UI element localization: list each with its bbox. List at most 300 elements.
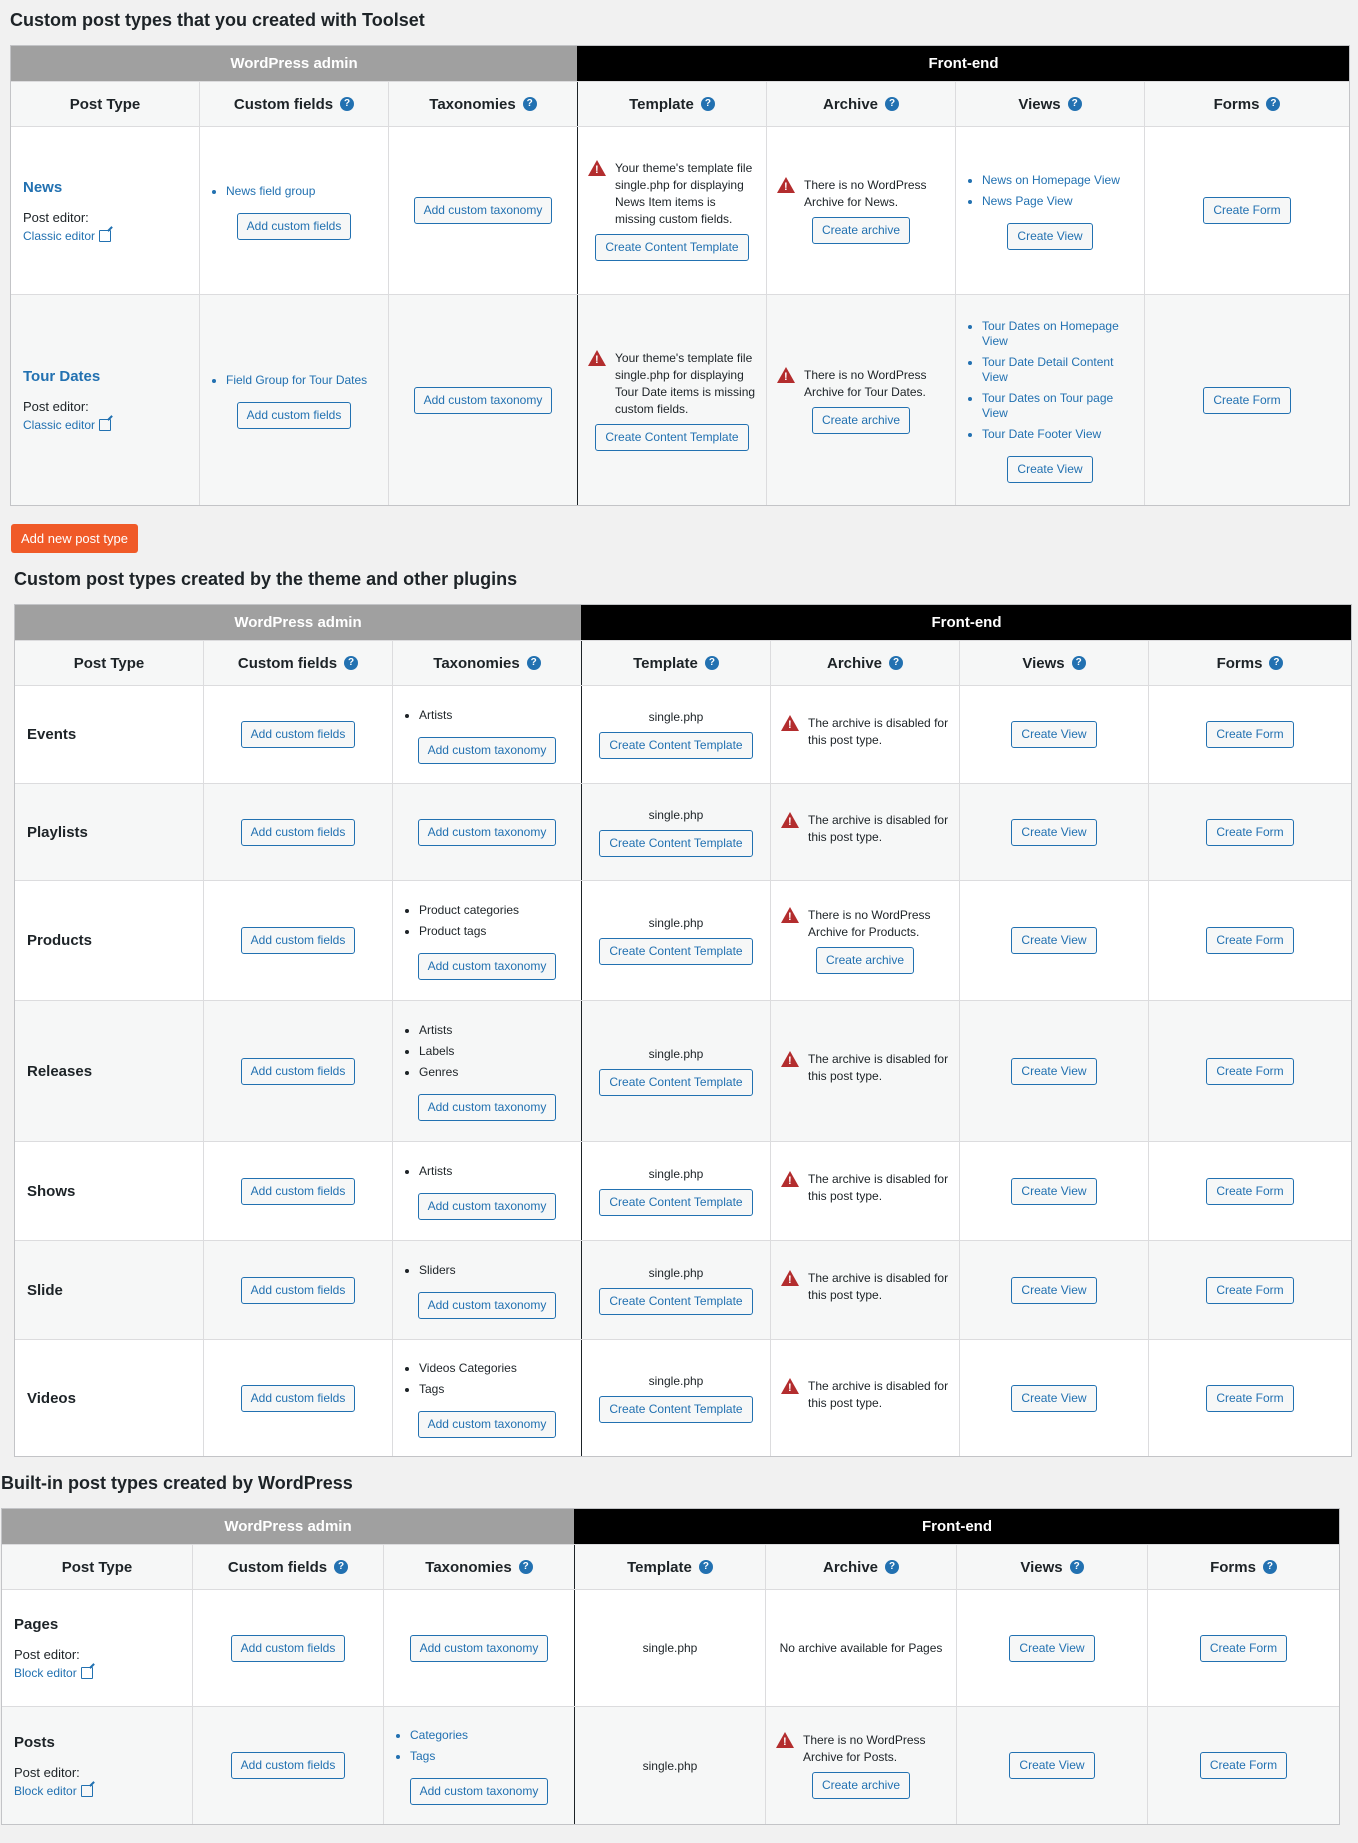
views-cell <box>957 1707 1148 1824</box>
add-custom-fields-button[interactable]: Add custom fields <box>241 1277 356 1304</box>
create-view-button[interactable]: Create View <box>1007 223 1092 250</box>
table-row <box>15 1141 1351 1240</box>
create-form-button[interactable]: Create Form <box>1206 1058 1293 1085</box>
taxonomy-list <box>394 1726 564 1770</box>
add-custom-taxonomy-button[interactable]: Add custom taxonomy <box>418 1094 557 1121</box>
field-group-link[interactable]: • News field group <box>226 184 378 199</box>
create-content-template-button[interactable]: Create Content Template <box>599 1189 752 1216</box>
help-icon[interactable]: ? <box>340 97 354 111</box>
col-forms-label: Forms <box>1213 95 1260 113</box>
warning-icon <box>781 1270 799 1286</box>
create-form-button[interactable]: Create Form <box>1206 721 1293 748</box>
column-header-row <box>15 640 1351 685</box>
taxonomy-item: • Product tags <box>419 924 571 939</box>
add-custom-fields-button[interactable]: Add custom fields <box>241 1178 356 1205</box>
archive-warning <box>781 1270 949 1304</box>
col-template-label: Template <box>627 1558 692 1576</box>
col-forms <box>1149 641 1351 685</box>
help-icon[interactable]: ? <box>1072 656 1086 670</box>
col-post-type-label: Post Type <box>61 1558 133 1576</box>
custom-fields-cell <box>204 686 393 783</box>
create-view-button[interactable]: Create View <box>1007 456 1092 483</box>
editor-link[interactable] <box>14 1666 93 1680</box>
col-taxonomies-label: Taxonomies <box>425 1558 512 1576</box>
help-icon[interactable]: ? <box>885 1560 899 1574</box>
archive-warning-text: The archive is disabled for this post type. <box>808 1172 949 1203</box>
template-cell <box>582 1340 771 1456</box>
taxonomies-cell <box>393 686 582 783</box>
views-cell <box>960 1142 1149 1240</box>
help-icon[interactable]: ? <box>885 97 899 111</box>
warning-icon <box>781 1171 799 1187</box>
template-cell <box>578 295 767 505</box>
builtin-table <box>1 1508 1340 1825</box>
table-row <box>15 685 1351 783</box>
forms-cell <box>1149 881 1351 1000</box>
help-icon[interactable]: ? <box>699 1560 713 1574</box>
table-row <box>11 126 1349 294</box>
add-custom-fields-button[interactable]: Add custom fields <box>237 213 352 240</box>
archive-warning <box>781 812 949 846</box>
col-archive-label: Archive <box>822 1558 879 1576</box>
add-custom-fields-button[interactable]: Add custom fields <box>231 1635 346 1662</box>
warning-icon <box>781 1051 799 1067</box>
create-view-button[interactable]: Create View <box>1011 721 1096 748</box>
post-type-cell <box>15 784 204 880</box>
help-icon[interactable]: ? <box>1068 97 1082 111</box>
add-custom-fields-button[interactable]: Add custom fields <box>231 1752 346 1779</box>
col-post-type-label: Post Type <box>73 654 145 672</box>
taxonomies-cell <box>393 1001 582 1141</box>
views-cell <box>960 881 1149 1000</box>
help-icon[interactable]: ? <box>1266 97 1280 111</box>
group-header-row <box>15 605 1351 640</box>
col-custom-fields <box>193 1545 384 1589</box>
col-views <box>957 1545 1148 1589</box>
create-view-button[interactable]: Create View <box>1011 819 1096 846</box>
forms-cell <box>1149 1241 1351 1339</box>
taxonomies-cell <box>384 1707 575 1824</box>
taxonomy-item: • Artists <box>419 1023 571 1038</box>
col-archive <box>766 1545 957 1589</box>
add-custom-fields-button[interactable]: Add custom fields <box>241 1058 356 1085</box>
wp-admin-group-header: WordPress admin <box>11 46 578 81</box>
col-post-type <box>2 1545 193 1589</box>
archive-warning-text: The archive is disabled for this post type. <box>808 813 949 844</box>
col-forms-label: Forms <box>1210 1558 1256 1576</box>
create-archive-button[interactable]: Create archive <box>812 407 910 434</box>
wp-admin-group-header: WordPress admin <box>15 605 582 640</box>
forms-cell <box>1145 295 1349 505</box>
col-archive <box>771 641 960 685</box>
post-type-name: Videos <box>27 1389 76 1407</box>
post-type-name: Events <box>27 726 77 743</box>
table-row <box>2 1589 1339 1706</box>
custom-fields-cell <box>193 1707 384 1824</box>
col-custom-fields <box>200 82 389 126</box>
post-type-cell <box>15 686 204 783</box>
col-forms <box>1148 1545 1339 1589</box>
add-custom-taxonomy-button[interactable]: Add custom taxonomy <box>418 1292 557 1319</box>
archive-warning-text: The archive is disabled for this post type. <box>808 715 949 747</box>
taxonomies-cell <box>384 1590 575 1706</box>
template-cell <box>582 784 771 880</box>
create-form-button[interactable]: Create Form <box>1200 1635 1287 1662</box>
custom-fields-cell <box>204 784 393 880</box>
add-custom-taxonomy-button[interactable]: Add custom taxonomy <box>414 197 553 224</box>
col-forms-label: Forms <box>1216 654 1263 672</box>
create-view-button[interactable]: Create View <box>1011 1277 1096 1304</box>
editor-link-label: Classic editor <box>23 228 96 243</box>
create-form-button[interactable]: Create Form <box>1203 387 1290 414</box>
add-custom-taxonomy-button[interactable]: Add custom taxonomy <box>410 1778 549 1805</box>
col-template-label: Template <box>629 95 694 113</box>
post-editor-label: Post editor: <box>23 209 89 225</box>
col-taxonomies-label: Taxonomies <box>429 95 516 113</box>
create-form-button[interactable]: Create Form <box>1206 1178 1293 1205</box>
post-type-name: Slide <box>27 1281 63 1299</box>
post-editor-label: Post editor: <box>14 1764 80 1780</box>
post-type-cell <box>15 1241 204 1339</box>
template-cell <box>582 1001 771 1141</box>
forms-cell <box>1145 127 1349 294</box>
col-taxonomies <box>384 1545 575 1589</box>
help-icon[interactable]: ? <box>527 656 541 670</box>
add-custom-taxonomy-button[interactable]: Add custom taxonomy <box>410 1635 549 1662</box>
custom-fields-cell <box>204 1001 393 1141</box>
create-archive-button[interactable]: Create archive <box>812 217 910 244</box>
create-content-template-button[interactable]: Create Content Template <box>595 234 748 261</box>
archive-cell <box>771 686 960 783</box>
template-cell <box>578 127 767 294</box>
archive-cell <box>771 784 960 880</box>
views-list <box>966 317 1134 448</box>
create-view-button[interactable]: Create View <box>1011 927 1096 954</box>
archive-cell <box>766 1707 957 1824</box>
views-list <box>966 171 1134 215</box>
table-row <box>15 1000 1351 1141</box>
help-icon[interactable]: ? <box>523 97 537 111</box>
col-views <box>956 82 1145 126</box>
post-type-cell <box>15 1142 204 1240</box>
post-type-name: Playlists <box>27 823 88 841</box>
post-type-name: Posts <box>14 1733 55 1751</box>
editor-link[interactable] <box>14 1784 93 1798</box>
help-icon[interactable]: ? <box>1269 656 1283 670</box>
view-link[interactable]: • News on Homepage View <box>982 173 1134 188</box>
create-form-button[interactable]: Create Form <box>1206 1277 1293 1304</box>
editor-link-label: Block editor <box>14 1783 77 1798</box>
table-row <box>15 1240 1351 1339</box>
col-template <box>582 641 771 685</box>
taxonomies-cell <box>393 784 582 880</box>
archive-warning-text: The archive is disabled for this post type. <box>808 1052 949 1083</box>
help-icon[interactable]: ? <box>344 656 358 670</box>
archive-cell <box>767 295 956 505</box>
forms-cell <box>1149 1340 1351 1456</box>
create-content-template-button[interactable]: Create Content Template <box>599 1396 752 1423</box>
archive-warning-text: The archive is disabled for this post type. <box>808 1379 949 1410</box>
create-content-template-button[interactable]: Create Content Template <box>599 938 752 965</box>
archive-warning-text: There is no WordPress Archive for Products. <box>808 908 931 939</box>
archive-warning <box>781 1051 949 1085</box>
custom-fields-cell <box>200 295 389 505</box>
field-group-link[interactable]: • Field Group for Tour Dates <box>226 373 378 388</box>
view-link[interactable]: • Tour Dates on Homepage View <box>982 319 1134 349</box>
view-link[interactable]: • Tour Dates on Tour page View <box>982 391 1134 421</box>
post-type-name: Releases <box>27 1062 93 1080</box>
template-file: single.php <box>648 807 704 822</box>
taxonomy-list <box>403 901 571 945</box>
post-type-cell <box>11 127 200 294</box>
table-row <box>15 1339 1351 1456</box>
taxonomies-cell <box>393 1340 582 1456</box>
add-custom-taxonomy-button[interactable]: Add custom taxonomy <box>418 819 557 846</box>
col-template <box>575 1545 766 1589</box>
forms-cell <box>1149 1001 1351 1141</box>
warning-icon <box>781 812 799 828</box>
col-taxonomies <box>389 82 578 126</box>
warning-icon <box>588 160 606 176</box>
template-file: single.php <box>648 1166 704 1181</box>
warning-icon <box>588 350 606 366</box>
create-form-button[interactable]: Create Form <box>1200 1752 1287 1779</box>
post-type-cell <box>15 881 204 1000</box>
create-archive-button[interactable]: Create archive <box>812 1772 910 1799</box>
edit-external-icon <box>81 1785 93 1797</box>
post-editor-label: Post editor: <box>14 1647 80 1662</box>
archive-warning-text: There is no WordPress Archive for News. <box>804 178 927 209</box>
help-icon[interactable]: ? <box>889 656 903 670</box>
front-end-group-header: Front-end <box>582 605 1351 640</box>
create-form-button[interactable]: Create Form <box>1203 197 1290 224</box>
taxonomy-item: • Tags <box>419 1382 571 1397</box>
editor-link[interactable] <box>23 418 111 432</box>
archive-warning-text: There is no WordPress Archive for Tour Dates. <box>804 367 927 399</box>
add-custom-taxonomy-button[interactable]: Add custom taxonomy <box>418 953 557 980</box>
forms-cell <box>1148 1590 1339 1706</box>
template-file: single.php <box>648 1046 704 1061</box>
post-editor-label: Post editor: <box>23 399 89 414</box>
edit-external-icon <box>99 230 111 242</box>
help-icon[interactable]: ? <box>1070 1560 1084 1574</box>
views-cell <box>960 1001 1149 1141</box>
taxonomy-list <box>403 1021 571 1086</box>
warning-icon <box>781 715 799 731</box>
taxonomy-list <box>403 1261 571 1284</box>
taxonomies-cell <box>389 127 578 294</box>
help-icon[interactable]: ? <box>1263 1560 1277 1574</box>
column-header-row <box>2 1544 1339 1589</box>
post-type-name: Products <box>27 932 93 949</box>
view-link[interactable]: • Tour Date Footer View <box>982 427 1134 442</box>
forms-cell <box>1149 784 1351 880</box>
forms-cell <box>1149 1142 1351 1240</box>
forms-cell <box>1148 1707 1339 1824</box>
col-template <box>578 82 767 126</box>
taxonomy-link[interactable]: • Categories <box>410 1728 564 1743</box>
edit-external-icon <box>99 419 111 431</box>
archive-text: No archive available for Pages <box>779 1641 943 1655</box>
taxonomy-item: • Product categories <box>419 903 571 918</box>
template-file: single.php <box>648 710 704 724</box>
views-cell <box>956 127 1145 294</box>
archive-warning <box>777 367 945 401</box>
group-header-row <box>2 1509 1339 1544</box>
archive-warning <box>776 1732 946 1766</box>
create-form-button[interactable]: Create Form <box>1206 819 1293 846</box>
view-link[interactable]: • Tour Date Detail Content View <box>982 355 1134 385</box>
taxonomy-list <box>403 1359 571 1403</box>
col-forms <box>1145 82 1349 126</box>
col-archive-label: Archive <box>822 95 879 113</box>
help-icon[interactable]: ? <box>701 97 715 111</box>
taxonomies-cell <box>393 1142 582 1240</box>
create-view-button[interactable]: Create View <box>1011 1058 1096 1085</box>
post-type-cell <box>15 1001 204 1141</box>
archive-warning <box>781 715 949 749</box>
taxonomies-cell <box>393 1241 582 1339</box>
taxonomy-list <box>403 1162 571 1185</box>
archive-warning <box>781 1171 949 1205</box>
custom-fields-cell <box>204 1241 393 1339</box>
template-cell <box>582 881 771 1000</box>
col-post-type-label: Post Type <box>69 95 141 113</box>
create-content-template-button[interactable]: Create Content Template <box>599 732 752 759</box>
toolset-section <box>10 10 1348 490</box>
field-group-list <box>210 182 378 205</box>
template-warning-text: Your theme's template file single.php for displaying Tour Date items is missing custom fields. <box>615 350 756 416</box>
custom-fields-cell <box>204 1340 393 1456</box>
add-new-post-type-button[interactable]: Add new post type <box>11 524 138 553</box>
post-type-link[interactable]: Tour Dates <box>23 368 101 385</box>
help-icon[interactable]: ? <box>334 1560 348 1574</box>
table-row <box>15 880 1351 1000</box>
archive-warning <box>781 907 949 941</box>
editor-link[interactable] <box>23 229 111 243</box>
post-type-cell <box>11 295 200 505</box>
taxonomy-link[interactable]: • Tags <box>410 1749 564 1764</box>
taxonomy-list <box>403 706 571 729</box>
col-custom-fields-label: Custom fields <box>237 654 338 672</box>
column-header-row <box>11 81 1349 126</box>
archive-cell <box>766 1590 957 1706</box>
add-custom-fields-button[interactable]: Add custom fields <box>241 819 356 846</box>
taxonomy-item: • Videos Categories <box>419 1361 571 1376</box>
create-form-button[interactable]: Create Form <box>1206 927 1293 954</box>
col-archive <box>767 82 956 126</box>
template-warning <box>588 350 756 418</box>
toolset-section-title: Custom post types that you created with Toolset <box>10 10 425 30</box>
template-file: single.php <box>648 1373 704 1388</box>
archive-warning-text: The archive is disabled for this post type. <box>808 1271 949 1302</box>
editor-link-label: Classic editor <box>23 418 96 432</box>
archive-cell <box>771 1340 960 1456</box>
views-cell <box>960 1340 1149 1456</box>
col-views-label: Views <box>1018 95 1061 113</box>
create-archive-button[interactable]: Create archive <box>816 947 914 974</box>
wp-admin-group-header: WordPress admin <box>2 1509 575 1544</box>
view-link[interactable]: • News Page View <box>982 194 1134 209</box>
create-view-button[interactable]: Create View <box>1011 1178 1096 1205</box>
create-view-button[interactable]: Create View <box>1009 1635 1094 1662</box>
field-group-list <box>210 371 378 394</box>
add-custom-fields-button[interactable]: Add custom fields <box>237 402 352 429</box>
add-custom-taxonomy-button[interactable]: Add custom taxonomy <box>418 737 557 764</box>
front-end-group-header: Front-end <box>575 1509 1339 1544</box>
create-form-button[interactable]: Create Form <box>1206 1385 1293 1412</box>
builtin-section <box>1 1473 1338 1828</box>
theme-table <box>14 604 1352 1457</box>
archive-warning-text: There is no WordPress Archive for Posts. <box>803 1733 926 1764</box>
taxonomy-item: • Artists <box>419 708 571 723</box>
create-content-template-button[interactable]: Create Content Template <box>595 424 748 451</box>
taxonomy-item: • Artists <box>419 1164 571 1179</box>
taxonomy-item: • Sliders <box>419 1263 571 1278</box>
views-cell <box>960 1241 1149 1339</box>
col-taxonomies <box>393 641 582 685</box>
taxonomy-item: • Labels <box>419 1044 571 1059</box>
add-custom-taxonomy-button[interactable]: Add custom taxonomy <box>418 1193 557 1220</box>
help-icon[interactable]: ? <box>705 656 719 670</box>
add-custom-fields-button[interactable]: Add custom fields <box>241 721 356 748</box>
views-cell <box>956 295 1145 505</box>
post-type-cell <box>2 1707 193 1824</box>
toolset-table <box>10 45 1350 506</box>
custom-fields-cell <box>193 1590 384 1706</box>
col-custom-fields-label: Custom fields <box>233 95 334 113</box>
add-custom-taxonomy-button[interactable]: Add custom taxonomy <box>414 387 553 414</box>
col-views-label: Views <box>1020 1558 1063 1576</box>
views-cell <box>957 1590 1148 1706</box>
archive-cell <box>771 1001 960 1141</box>
theme-section-title: Custom post types created by the theme and other plugins <box>14 569 518 589</box>
table-row <box>15 783 1351 880</box>
post-type-link[interactable]: News <box>23 178 63 196</box>
editor-link-label: Block editor <box>14 1666 77 1680</box>
builtin-section-title: Built-in post types created by WordPress <box>1 1473 353 1493</box>
front-end-group-header: Front-end <box>578 46 1349 81</box>
custom-fields-cell <box>204 881 393 1000</box>
create-view-button[interactable]: Create View <box>1011 1385 1096 1412</box>
warning-icon <box>777 177 795 193</box>
table-row <box>11 294 1349 505</box>
add-custom-fields-button[interactable]: Add custom fields <box>241 1385 356 1412</box>
help-icon[interactable]: ? <box>519 1560 533 1574</box>
post-type-name: Pages <box>14 1616 59 1633</box>
template-cell <box>582 1241 771 1339</box>
warning-icon <box>781 1378 799 1394</box>
col-post-type <box>15 641 204 685</box>
taxonomies-cell <box>393 881 582 1000</box>
template-file: single.php <box>648 1265 704 1280</box>
add-custom-taxonomy-button[interactable]: Add custom taxonomy <box>418 1411 557 1438</box>
add-custom-fields-button[interactable]: Add custom fields <box>241 927 356 954</box>
col-template-label: Template <box>633 654 698 672</box>
archive-cell <box>771 1241 960 1339</box>
warning-icon <box>777 367 795 383</box>
create-content-template-button[interactable]: Create Content Template <box>599 1288 752 1315</box>
taxonomy-item: • Genres <box>419 1065 571 1080</box>
create-content-template-button[interactable]: Create Content Template <box>599 830 752 857</box>
post-type-cell <box>2 1590 193 1706</box>
post-type-name: Shows <box>27 1182 76 1200</box>
create-view-button[interactable]: Create View <box>1009 1752 1094 1779</box>
template-file: single.php <box>648 916 704 930</box>
create-content-template-button[interactable]: Create Content Template <box>599 1069 752 1096</box>
template-cell <box>582 686 771 783</box>
template-file: single.php <box>642 1758 698 1773</box>
